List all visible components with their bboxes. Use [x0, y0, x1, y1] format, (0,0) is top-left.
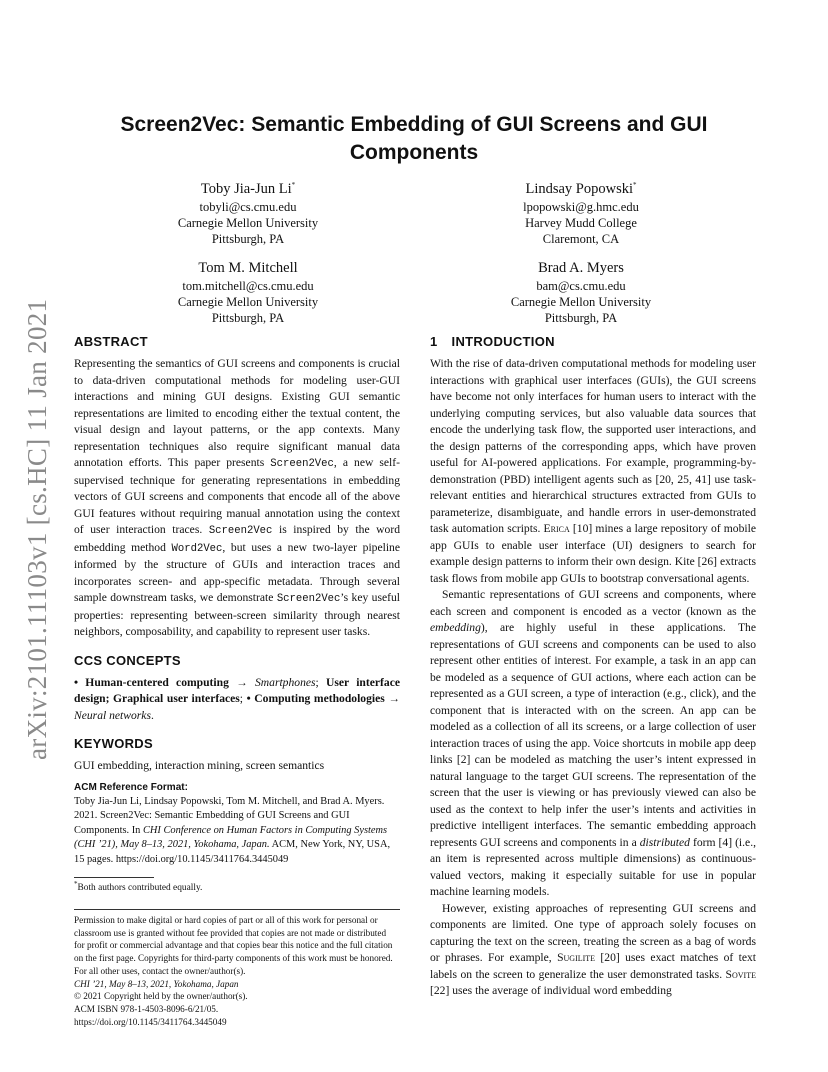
doi-link[interactable]: https://doi.org/10.1145/3411764.3445049: [74, 1016, 227, 1027]
copyright-line: © 2021 Copyright held by the owner/author(s).: [74, 991, 248, 1002]
intro-paragraph: However, existing approaches of representing GUI screens and components are limited. One type of approach solely focuses on capturing the text on the screen, treating the screen as a bag of words or phrases. For example, Sugilite [20] uses exact matches of text labels on the screen to generalize the user demonstrated tasks. Sovite [22] uses the average of individual word embedding: [430, 901, 757, 997]
author-location: Pittsburgh, PA: [211, 311, 285, 325]
paper-title: Screen2Vec: Semantic Embedding of GUI Screens and GUI Components: [120, 113, 708, 164]
acm-ref-text: Toby Jia-Jun Li, Lindsay Popowski, Tom M. Mitchell, and Brad A. Myers. 2021. Screen2Vec: Semantic Embedding of GUI Screens and GUI Components. In CHI Conference on Human Factors in Computing Systems (CHI ’21), May 8–13, 2021, Yokohama, Japan. ACM, New York, NY, USA, 15 pages. https://doi.org/10.1145/3411764.3445049: [74, 795, 391, 865]
ccs-heading: CCS CONCEPTS: [74, 652, 181, 668]
permission-line: for profit or commercial advantage and that copies bear this notice and the full citation: [74, 940, 393, 951]
arxiv-stamp: arXiv:2101.11103v1 [cs.HC] 11 Jan 2021: [22, 298, 52, 760]
permission-line: Permission to make digital or hard copies of part or all of this work for personal or: [74, 915, 378, 925]
author-name: Lindsay Popowski: [525, 181, 634, 197]
left-column: [74, 334, 400, 1028]
footnote-rule: [74, 877, 154, 878]
author-location: Pittsburgh, PA: [544, 311, 618, 325]
intro-heading: 1 INTRODUCTION: [430, 334, 555, 349]
conference-line: CHI ’21, May 8–13, 2021, Yokohama, Japan: [74, 978, 239, 989]
keywords-text: GUI embedding, interaction mining, screen semantics: [74, 759, 325, 772]
author-block: [431, 179, 731, 247]
abstract-text: Representing the semantics of GUI screens and components is crucial to data-driven computational methods for modeling user-GUI interactions and mining GUI designs. Existing GUI semantic representations are limited to encoding either the textual content, the visual design and layout patterns, or the app contexts. Many representation techniques also require significant manual data annotation efforts. This paper presents Screen2Vec, a new self-supervised technique for generating representations in embedding vectors of GUI screens and components that encode all of the above GUI features without requiring manual annotation using the context of user interaction traces. Screen2Vec is inspired by the word embedding method Word2Vec, but uses a new two-layer pipeline informed by the structure of GUIs and interaction traces and incorporates screen- and app-specific metadata. Through several sample downstream tasks, we demonstrate Screen2Vec’s key useful properties: representing between-screen similarity through nearest neighbors, composability, and capability to represent user tasks.: [74, 357, 401, 638]
author-email: tobyli@cs.cmu.edu: [199, 200, 297, 214]
author-email: tom.mitchell@cs.cmu.edu: [182, 279, 314, 293]
author-name: Toby Jia-Jun Li: [200, 181, 292, 197]
intro-paragraph: With the rise of data-driven computational methods for modeling user interactions with graphical user interfaces (GUIs), the GUI screens have become not only interfaces for human users to interact with the underlying computing services, but also valuable data sources that encode the underlying task flow, the supported user interactions, and the design patterns of the corresponding apps, which have proven useful for AI-powered applications. For example, programming-by-demonstration (PBD) intelligent agents such as [20, 25, 41] use task-relevant entities and hierarchical structures extracted from GUIs to parameterize, disambiguate, and handle errors in user-demonstrated task automation scripts. Erica [10] mines a large repository of mobile app GUIs to enable user interface (UI) designers to search for example design patterns to inform their own design. Kite [26] extracts task flows from mobile app GUIs to bootstrap conversational agents.: [430, 357, 756, 585]
permission-line: For all other uses, contact the owner/author(s).: [74, 965, 246, 976]
author-location: Pittsburgh, PA: [211, 232, 285, 246]
author-affiliation: Carnegie Mellon University: [510, 295, 652, 309]
acm-ref-heading: ACM Reference Format:: [74, 781, 188, 793]
author-mark: *: [291, 181, 296, 190]
right-column: [430, 334, 756, 1000]
author-name: Tom M. Mitchell: [198, 260, 298, 276]
author-block: [98, 179, 398, 247]
author-affiliation: Harvey Mudd College: [525, 216, 637, 230]
author-block: [431, 258, 731, 326]
author-block: [98, 258, 398, 326]
isbn-line: ACM ISBN 978-1-4503-8096-6/21/05.: [74, 1003, 219, 1014]
author-location: Claremont, CA: [542, 232, 620, 246]
author-mark: *: [633, 181, 637, 190]
permission-line: on the first page. Copyrights for third-party components of this work must be honored.: [74, 953, 393, 964]
author-affiliation: Carnegie Mellon University: [177, 295, 319, 309]
abstract-heading: ABSTRACT: [74, 334, 148, 349]
ccs-text: • Human-centered computing → Smartphones; User interface design; Graphical user interfaces; • Computing methodologies → Neural networks.: [74, 675, 400, 722]
author-affiliation: Carnegie Mellon University: [177, 216, 319, 230]
permission-line: classroom use is granted without fee provided that copies are not made or distributed: [74, 927, 387, 938]
author-email: bam@cs.cmu.edu: [536, 279, 626, 293]
author-name: Brad A. Myers: [538, 260, 624, 276]
footnote: *Both authors contributed equally.: [74, 879, 203, 893]
intro-paragraph: Semantic representations of GUI screens and components, where each screen and component is encoded as a vector (known as the embedding), are highly useful in these applications. The representations of GUI screens and components can be used to also represent other entities of interest. For example, a task in an app can be modeled as a sequence of GUI actions, where each action can be represented as a GUI screen, a type of interaction (e.g., click), and the component that is interacted with on the screen. An app can be modeled as a collection of all its screens, or a large collection of user interaction traces of using the app. Voice shortcuts in mobile app deep links [2] can be modeled as matching the user’s intent expressed in natural language to the target GUI screens. The representation of the screen that the user is viewing or has previously viewed can also be used as the context to help infer the user’s intents and activities in predictive intelligent interfaces. The semantic embedding approach represents GUI screens and components in a distributed form [4] (i.e., an item is represented across multiple dimensions) as continuous-valued vectors, making it especially suitable for use in popular machine learning models.: [430, 588, 756, 898]
keywords-heading: KEYWORDS: [74, 736, 153, 751]
permission-block: [74, 909, 400, 1028]
author-email: lpopowski@g.hmc.edu: [523, 200, 639, 214]
